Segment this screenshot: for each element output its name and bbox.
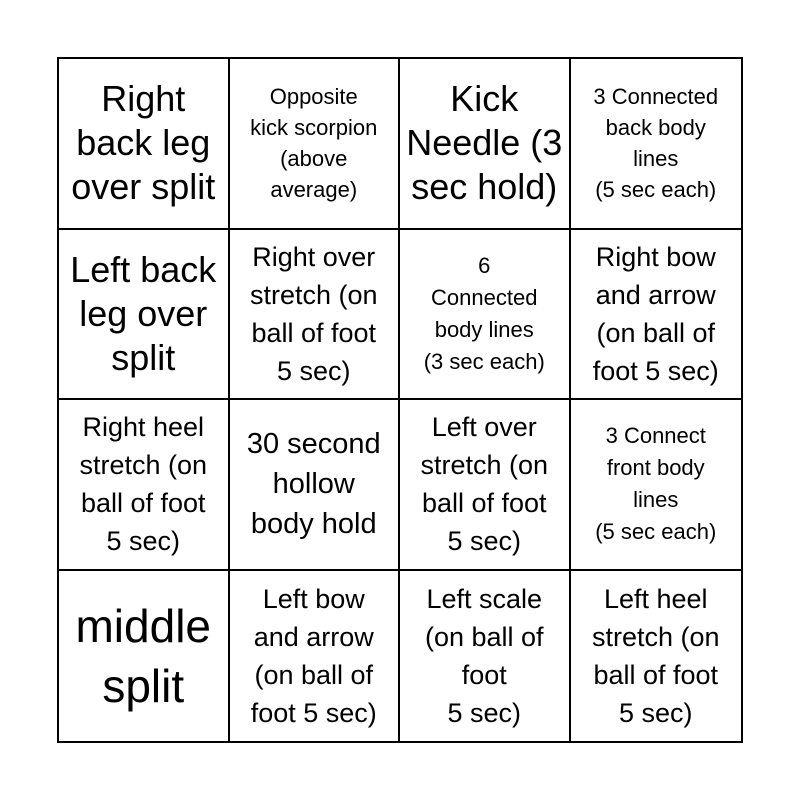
bingo-cell-r1c2[interactable]: Opposite kick scorpion (above average) [230, 59, 401, 230]
bingo-cell-r4c2[interactable]: Left bow and arrow (on ball of foot 5 sec) [230, 571, 401, 742]
bingo-cell-r2c4[interactable]: Right bow and arrow (on ball of foot 5 sec) [571, 230, 742, 401]
bingo-cell-r1c3[interactable]: Kick Needle (3 sec hold) [400, 59, 571, 230]
bingo-cell-r4c4[interactable]: Left heel stretch (on ball of foot 5 sec) [591, 583, 720, 728]
bingo-cell-r2c3[interactable]: 6 Connected body lines (3 sec each) [400, 230, 571, 401]
bingo-cell-r3c1[interactable]: Right heel stretch (on ball of foot 5 sec) [59, 400, 230, 571]
bingo-cell-r1c1[interactable]: Right back leg over split [59, 59, 230, 230]
bingo-cell-r4c3[interactable]: Left scale (on ball of foot 5 sec) [400, 571, 571, 742]
bingo-cell-r2c1[interactable]: Left back leg over split [59, 230, 230, 401]
bingo-cell-r3c3[interactable]: Left over stretch (on ball of foot 5 sec) [400, 400, 571, 571]
bingo-cell-r2c2[interactable]: Right over stretch (on ball of foot 5 sec) [230, 230, 401, 401]
bingo-board [57, 57, 743, 743]
bingo-cell-r3c4[interactable]: 3 Connect front body lines (5 sec each) [571, 400, 742, 571]
bingo-cell-r1c4[interactable]: 3 Connected back body lines (5 sec each) [571, 59, 742, 230]
bingo-cell-r4c1[interactable]: middle split [59, 571, 230, 742]
bingo-cell-r3c2[interactable]: 30 second hollow body hold [230, 400, 401, 571]
